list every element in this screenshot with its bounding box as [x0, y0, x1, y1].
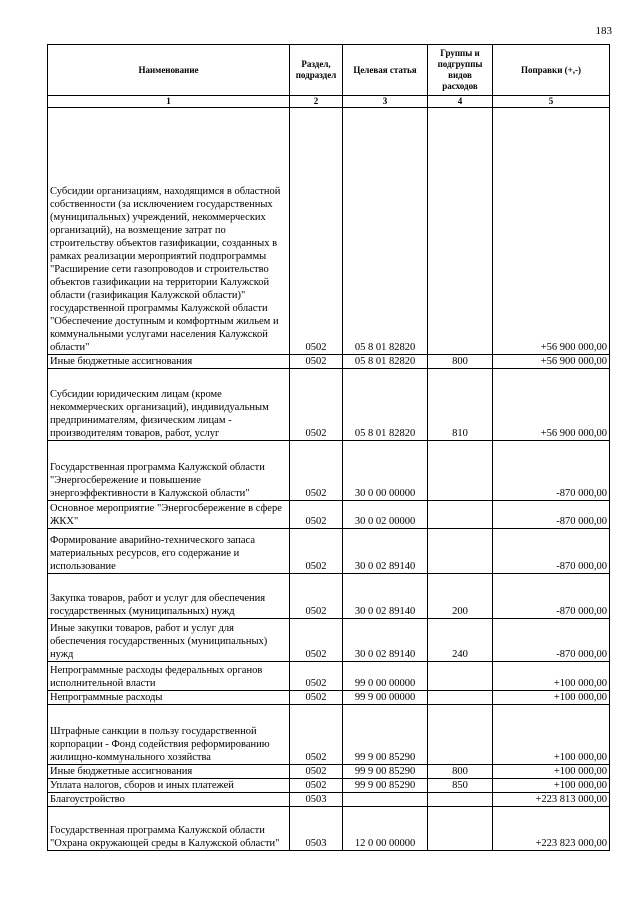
- row-name: Основное мероприятие "Энергосбережение в сфере ЖКХ": [48, 501, 290, 529]
- row-target: 99 9 00 85290: [343, 765, 428, 779]
- row-name: Штрафные санкции в пользу государственной корпорации - Фонд содействия реформированию жилищно-коммунального хозяйства: [48, 705, 290, 765]
- row-section: 0502: [290, 779, 343, 793]
- row-group: [428, 529, 493, 574]
- column-number-row: [48, 96, 610, 108]
- row-amount: +100 000,00: [493, 779, 610, 793]
- column-number: 2: [290, 96, 343, 108]
- row-section: 0502: [290, 529, 343, 574]
- table-row: [48, 619, 610, 662]
- row-section: 0502: [290, 705, 343, 765]
- row-name: Иные бюджетные ассигнования: [48, 765, 290, 779]
- row-section: 0502: [290, 662, 343, 691]
- table-row: [48, 574, 610, 619]
- row-amount: -870 000,00: [493, 619, 610, 662]
- row-group: [428, 793, 493, 807]
- row-section: 0502: [290, 691, 343, 705]
- row-target: 30 0 00 00000: [343, 441, 428, 501]
- row-name: Формирование аварийно-технического запаса материальных ресурсов, его содержание и использование: [48, 529, 290, 574]
- column-number: 4: [428, 96, 493, 108]
- row-name: Субсидии организациям, находящимся в областной собственности (за исключением государственных (муниципальных) учреждений, некоммерческих организаций), на возмещение затрат по строительству объектов газификации, созданных в рамках реализации мероприятий подпрограммы "Расширение сети газопроводов и строительство объектов газификации на территории Калужской области (газификация Калужской области)" государственной программы Калужской области "Обеспечение доступным и комфортным жильем и коммунальными услугами населения Калужской области": [48, 108, 290, 355]
- row-target: 12 0 00 00000: [343, 807, 428, 851]
- row-target: 30 0 02 00000: [343, 501, 428, 529]
- row-group: 240: [428, 619, 493, 662]
- table-row: [48, 807, 610, 851]
- row-group: [428, 501, 493, 529]
- row-name: Иные закупки товаров, работ и услуг для обеспечения государственных (муниципальных) нужд: [48, 619, 290, 662]
- table-row: [48, 779, 610, 793]
- header-row: [48, 45, 610, 96]
- row-group: [428, 108, 493, 355]
- row-amount: +223 813 000,00: [493, 793, 610, 807]
- table-row: [48, 529, 610, 574]
- row-amount: +100 000,00: [493, 765, 610, 779]
- column-number: 5: [493, 96, 610, 108]
- budget-table: [47, 44, 610, 851]
- row-group: [428, 705, 493, 765]
- row-target: 99 9 00 00000: [343, 691, 428, 705]
- row-target: 99 9 00 85290: [343, 779, 428, 793]
- row-target: 05 8 01 82820: [343, 369, 428, 441]
- row-target: 05 8 01 82820: [343, 108, 428, 355]
- table-row: [48, 705, 610, 765]
- row-amount: +223 823 000,00: [493, 807, 610, 851]
- row-target: 99 0 00 00000: [343, 662, 428, 691]
- header-section: Раздел, подраздел: [290, 45, 343, 96]
- row-amount: +100 000,00: [493, 705, 610, 765]
- row-amount: -870 000,00: [493, 501, 610, 529]
- row-name: Непрограммные расходы федеральных органов исполнительной власти: [48, 662, 290, 691]
- table-row: [48, 108, 610, 355]
- row-section: 0502: [290, 441, 343, 501]
- column-number: 3: [343, 96, 428, 108]
- column-number: 1: [48, 96, 290, 108]
- row-target: [343, 793, 428, 807]
- row-group: 800: [428, 355, 493, 369]
- row-section: 0502: [290, 619, 343, 662]
- row-group: 850: [428, 779, 493, 793]
- table-row: [48, 765, 610, 779]
- row-amount: +56 900 000,00: [493, 108, 610, 355]
- row-section: 0502: [290, 355, 343, 369]
- row-group: [428, 807, 493, 851]
- row-name: Непрограммные расходы: [48, 691, 290, 705]
- row-group: 810: [428, 369, 493, 441]
- page-number: 183: [595, 25, 612, 37]
- row-group: [428, 441, 493, 501]
- row-amount: -870 000,00: [493, 441, 610, 501]
- header-target: Целевая статья: [343, 45, 428, 96]
- row-target: 30 0 02 89140: [343, 619, 428, 662]
- table-row: [48, 355, 610, 369]
- table-row: [48, 441, 610, 501]
- row-target: 99 9 00 85290: [343, 705, 428, 765]
- header-amendments: Поправки (+,-): [493, 45, 610, 96]
- row-section: 0502: [290, 369, 343, 441]
- row-name: Закупка товаров, работ и услуг для обеспечения государственных (муниципальных) нужд: [48, 574, 290, 619]
- row-name: Государственная программа Калужской области "Энергосбережение и повышение энергоэффективности в Калужской области": [48, 441, 290, 501]
- row-name: Благоустройство: [48, 793, 290, 807]
- row-target: 30 0 02 89140: [343, 574, 428, 619]
- row-name: Иные бюджетные ассигнования: [48, 355, 290, 369]
- row-amount: +56 900 000,00: [493, 355, 610, 369]
- row-group: 200: [428, 574, 493, 619]
- header-groups: Группы и подгруппы видов расходов: [428, 45, 493, 96]
- row-group: [428, 691, 493, 705]
- table-row: [48, 662, 610, 691]
- row-section: 0503: [290, 807, 343, 851]
- row-amount: +56 900 000,00: [493, 369, 610, 441]
- row-name: Государственная программа Калужской области "Охрана окружающей среды в Калужской области": [48, 807, 290, 851]
- row-group: [428, 662, 493, 691]
- row-group: 800: [428, 765, 493, 779]
- row-section: 0502: [290, 108, 343, 355]
- row-target: 30 0 02 89140: [343, 529, 428, 574]
- row-target: 05 8 01 82820: [343, 355, 428, 369]
- row-name: Субсидии юридическим лицам (кроме некоммерческих организаций), индивидуальным предпринимателям, физическим лицам - производителям товаров, работ, услуг: [48, 369, 290, 441]
- row-section: 0502: [290, 574, 343, 619]
- table-row: [48, 501, 610, 529]
- table-row: [48, 369, 610, 441]
- row-section: 0502: [290, 765, 343, 779]
- table-row: [48, 691, 610, 705]
- row-amount: -870 000,00: [493, 574, 610, 619]
- header-name: Наименование: [48, 45, 290, 96]
- row-section: 0502: [290, 501, 343, 529]
- row-amount: -870 000,00: [493, 529, 610, 574]
- table-row: [48, 793, 610, 807]
- row-amount: +100 000,00: [493, 662, 610, 691]
- row-amount: +100 000,00: [493, 691, 610, 705]
- row-section: 0503: [290, 793, 343, 807]
- row-name: Уплата налогов, сборов и иных платежей: [48, 779, 290, 793]
